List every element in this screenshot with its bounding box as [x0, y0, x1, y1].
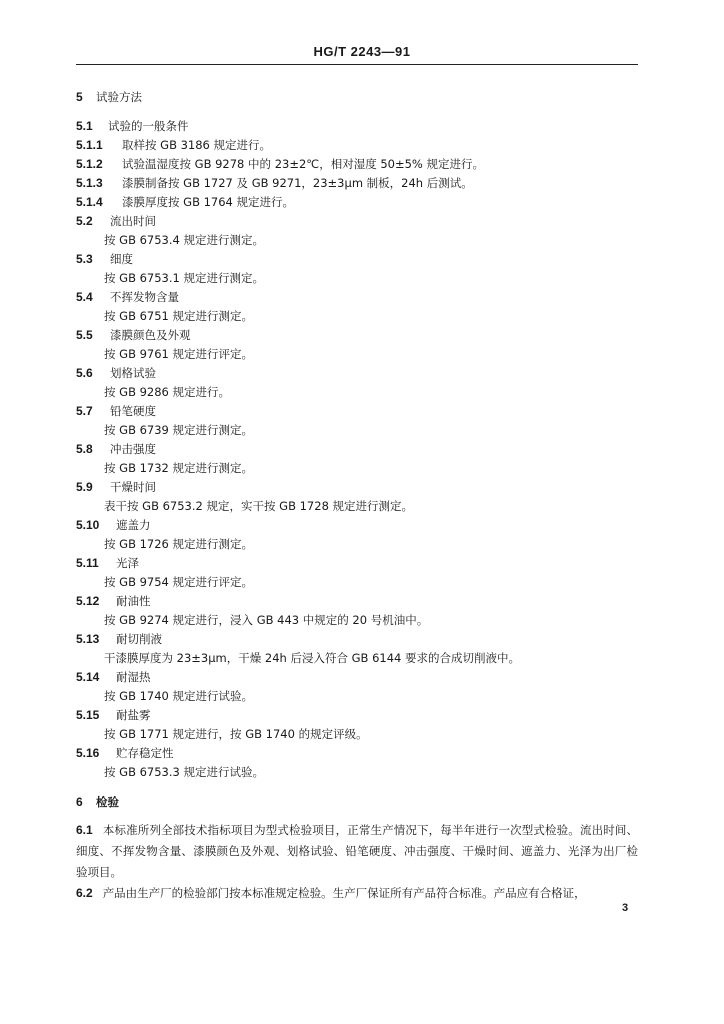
- clause-6-1-number: 6.1: [76, 823, 93, 837]
- clause-6-2-text: 产品由生产厂的检验部门按本标准规定检验。生产厂保证所有产品符合标准。产品应有合格证，: [102, 886, 586, 900]
- clause-6-1-text: 本标准所列全部技术指标项目为型式检验项目，正常生产情况下，每半年进行一次型式检验。流出时间、细度、不挥发物含量、漆膜颜色及外观、划格试验、铅笔硬度、冲击强度、干燥时间、遮盖力、光泽为出厂检验项目。: [76, 823, 638, 879]
- clause-6-2-paragraph: [76, 883, 638, 904]
- page-number: 3: [622, 902, 629, 914]
- clause-6-2-number: 6.2: [76, 886, 93, 900]
- clause-6-1-paragraph: [76, 820, 638, 883]
- header-rule: [76, 64, 638, 65]
- standard-code-header: HG/T 2243—91: [313, 44, 411, 59]
